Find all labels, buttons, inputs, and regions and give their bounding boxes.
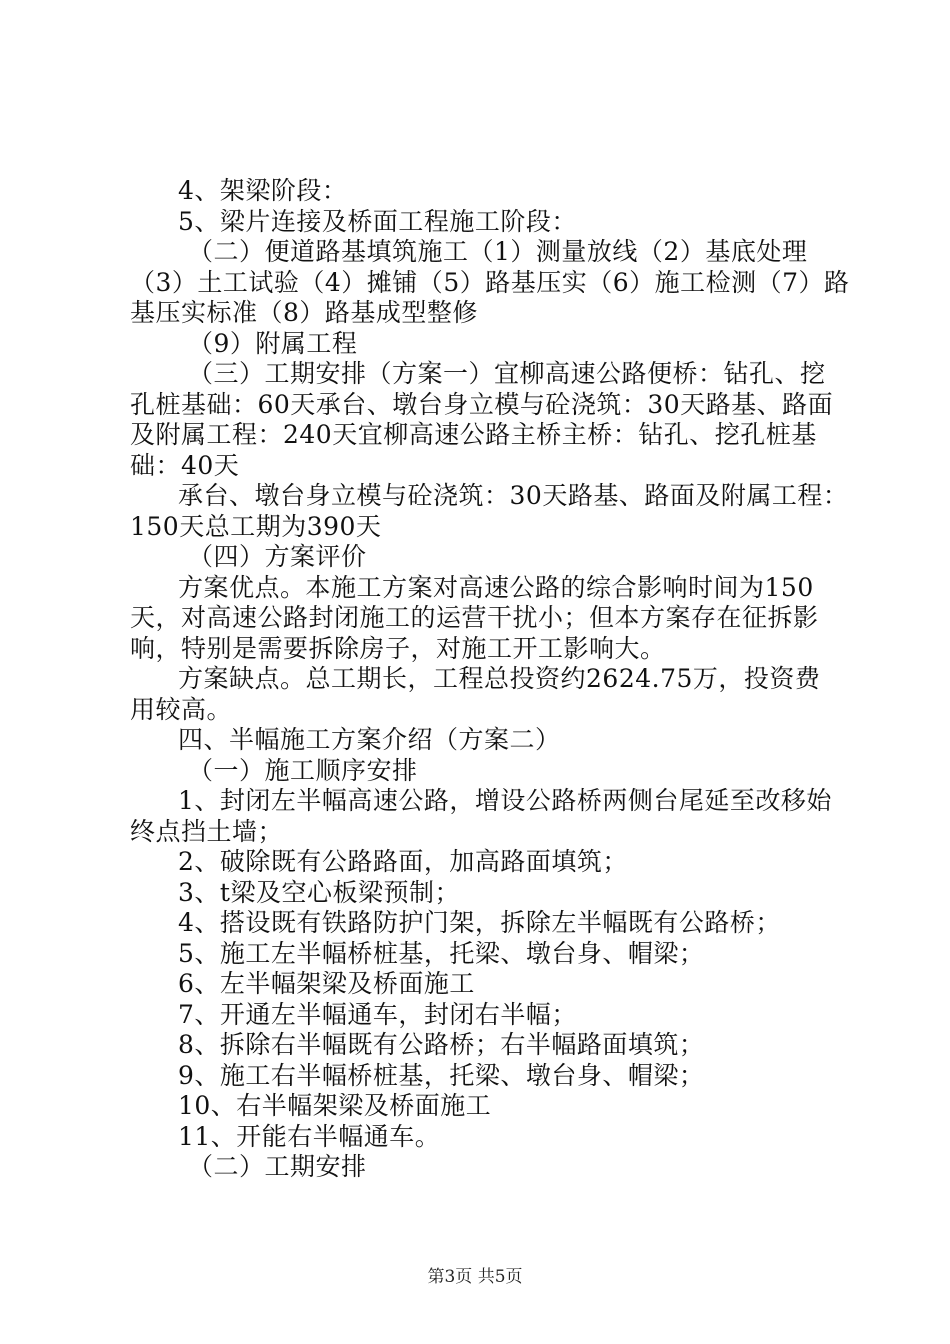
- text-line: 响，特别是需要拆除房子，对施工开工影响大。: [130, 633, 666, 663]
- page-number: 第3页 共5页: [427, 1267, 523, 1287]
- list-item: 7、开通左半幅通车，封闭右半幅；: [178, 999, 577, 1029]
- list-item: 6、左半幅架梁及桥面施工: [178, 969, 475, 998]
- list-item: 5、施工左半幅桥桩基，托梁、墩台身、帽梁；: [178, 938, 705, 968]
- text-line: 基压实标准（8）路基成型整修: [130, 298, 478, 327]
- text-line: 方案缺点。总工期长，工程总投资约2624.75万，投资费: [178, 664, 821, 693]
- text-line: 5、梁片连接及桥面工程施工阶段：: [178, 206, 577, 236]
- section-heading: （四）方案评价: [188, 542, 367, 571]
- section-heading: 四、半幅施工方案介绍（方案二）: [178, 725, 561, 754]
- text-line: 及附属工程：240天宜柳高速公路主桥主桥：钻孔、挖孔桩基: [130, 420, 817, 449]
- list-item: 11、开能右半幅通车。: [178, 1121, 441, 1151]
- section-heading: （二）便道路基填筑施工（1）测量放线（2）基底处理: [188, 237, 808, 266]
- text-line: 方案优点。本施工方案对高速公路的综合影响时间为150: [178, 572, 814, 602]
- list-item: 9、施工右半幅桥桩基，托梁、墩台身、帽梁；: [178, 1060, 705, 1090]
- text-line: 础：40天: [130, 450, 240, 480]
- section-heading: （二）工期安排: [188, 1152, 367, 1181]
- body-text: [130, 176, 850, 1183]
- text-line: 用较高。: [130, 694, 233, 724]
- list-item: 10、右半幅架梁及桥面施工: [178, 1091, 492, 1120]
- text-line: 150天总工期为390天: [130, 511, 382, 541]
- section-heading: （一）施工顺序安排: [188, 755, 418, 785]
- list-item: 4、搭设既有铁路防护门架，拆除左半幅既有公路桥；: [178, 908, 781, 937]
- list-item: 8、拆除右半幅既有公路桥；右半幅路面填筑；: [178, 1030, 705, 1059]
- text-line: （9）附属工程: [188, 328, 358, 358]
- list-item: 3、t梁及空心板梁预制；: [178, 877, 460, 907]
- section-heading: （三）工期安排（方案一）宜柳高速公路便桥：钻孔、挖: [188, 359, 826, 388]
- text-line: 天，对高速公路封闭施工的运营干扰小；但本方案存在征拆影: [130, 603, 819, 632]
- list-item: 2、破除既有公路路面，加高路面填筑；: [178, 847, 628, 876]
- text-line: 承台、墩台身立模与砼浇筑：30天路基、路面及附属工程：: [178, 481, 849, 510]
- text-line: 终点挡土墙；: [130, 816, 284, 846]
- list-item: 1、封闭左半幅高速公路，增设公路桥两侧台尾延至改移始: [178, 786, 832, 815]
- text-line: 孔桩基础：60天承台、墩台身立模与砼浇筑：30天路基、路面: [130, 389, 834, 419]
- text-line: （3）土工试验（4）摊铺（5）路基压实（6）施工检测（7）路: [130, 267, 850, 297]
- text-line: 4、架梁阶段：: [178, 176, 348, 205]
